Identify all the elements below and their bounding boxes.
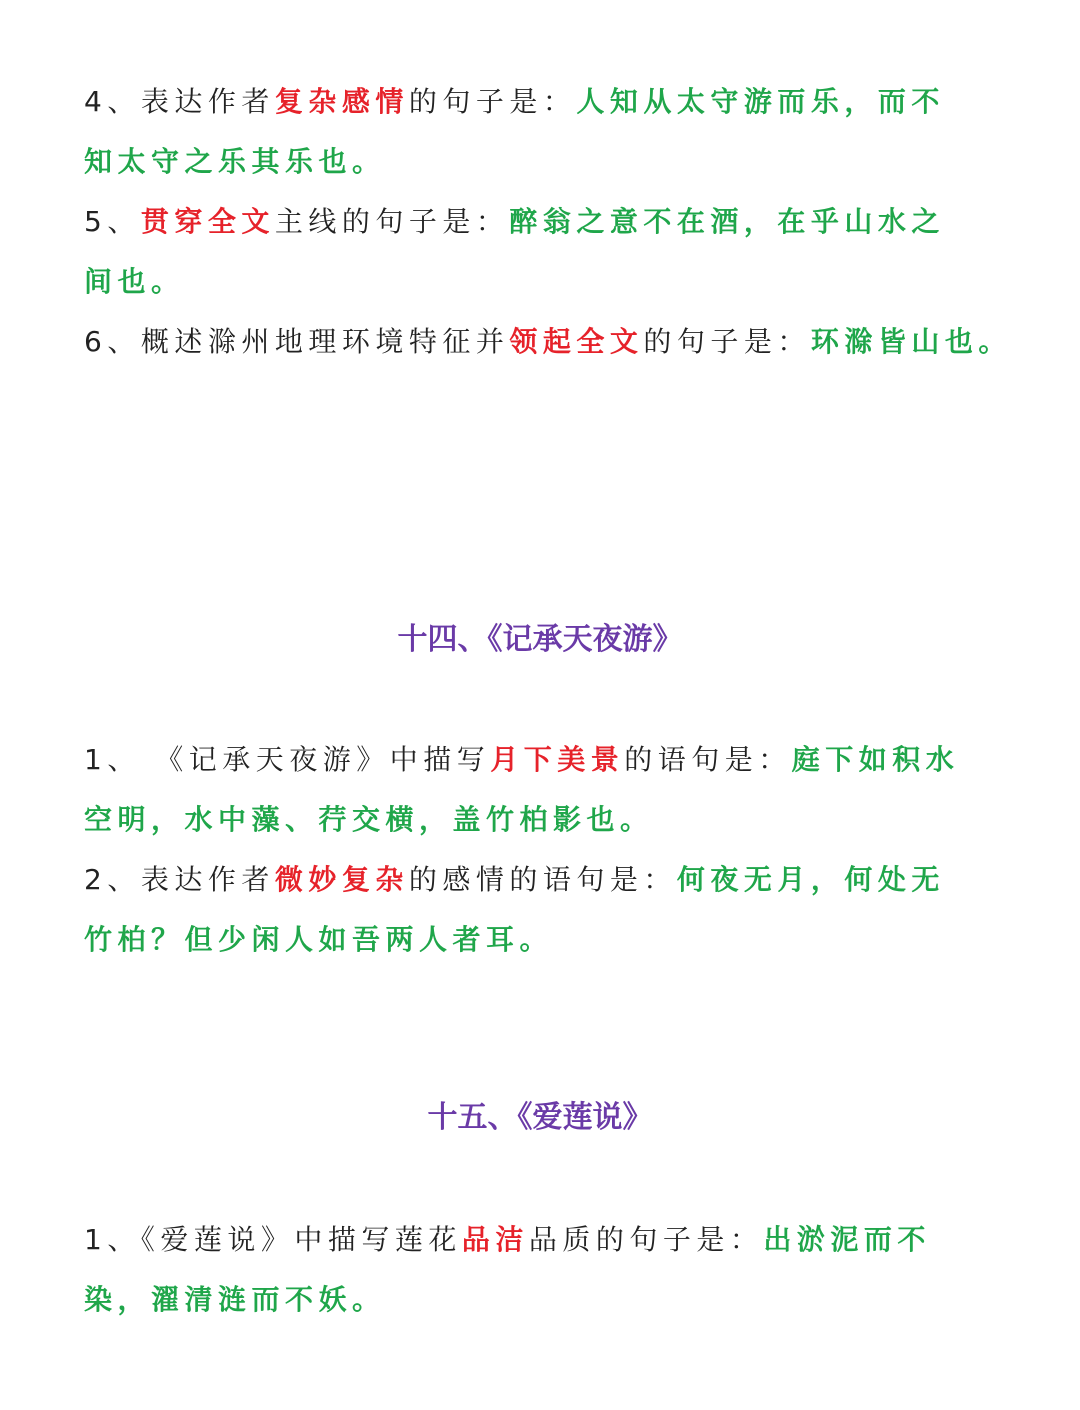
sentence-item-5 [84, 192, 964, 312]
item-question: 的感情的语句是： [408, 863, 677, 896]
keyword-highlight: 微妙复杂 [274, 863, 409, 896]
keyword-highlight: 复杂感情 [274, 85, 409, 118]
sentence-item-6 [84, 312, 1044, 372]
answer-quote: 庭下如积水空明，水中藻、荇交横，盖竹柏影也。 [84, 743, 960, 836]
answer-quote: 环滁皆山也。 [810, 325, 1012, 358]
item-question: 的语句是： [624, 743, 792, 776]
answer-quote: 醉翁之意不在酒，在乎山水之间也。 [84, 205, 945, 298]
sentence-item-14-2 [84, 850, 964, 970]
section-heading-15: 十五、《爱莲说》 [427, 1100, 653, 1135]
item-prefix: 1、《爱莲说》中描写莲花 [84, 1223, 462, 1256]
answer-quote: 何夜无月，何处无竹柏？但少闲人如吾两人者耳。 [84, 863, 945, 956]
item-prefix: 4、表达作者 [84, 85, 275, 118]
keyword-highlight: 月下美景 [490, 743, 625, 776]
keyword-highlight: 品洁 [461, 1223, 529, 1256]
item-question: 的句子是： [408, 85, 577, 118]
keyword-highlight: 贯穿全文 [140, 205, 275, 238]
item-question: 的句子是： [643, 325, 811, 358]
item-question: 品质的句子是： [528, 1223, 764, 1256]
item-prefix: 6、概述滁州地理环境特征并 [84, 325, 510, 358]
section-heading-14: 十四、《记承天夜游》 [397, 622, 683, 657]
item-prefix: 2、表达作者 [84, 863, 275, 896]
item-question: 主线的句子是： [274, 205, 510, 238]
answer-quote: 出淤泥而不染，濯清涟而不妖。 [84, 1223, 931, 1316]
sentence-item-15-1 [84, 1210, 964, 1330]
keyword-highlight: 领起全文 [509, 325, 644, 358]
item-prefix: 5、 [84, 205, 141, 238]
sentence-item-4 [84, 72, 964, 192]
answer-quote: 人知从太守游而乐，而不知太守之乐其乐也。 [84, 85, 945, 178]
item-prefix: 1、 《记承天夜游》中描写 [84, 743, 491, 776]
sentence-item-14-1 [84, 730, 964, 850]
